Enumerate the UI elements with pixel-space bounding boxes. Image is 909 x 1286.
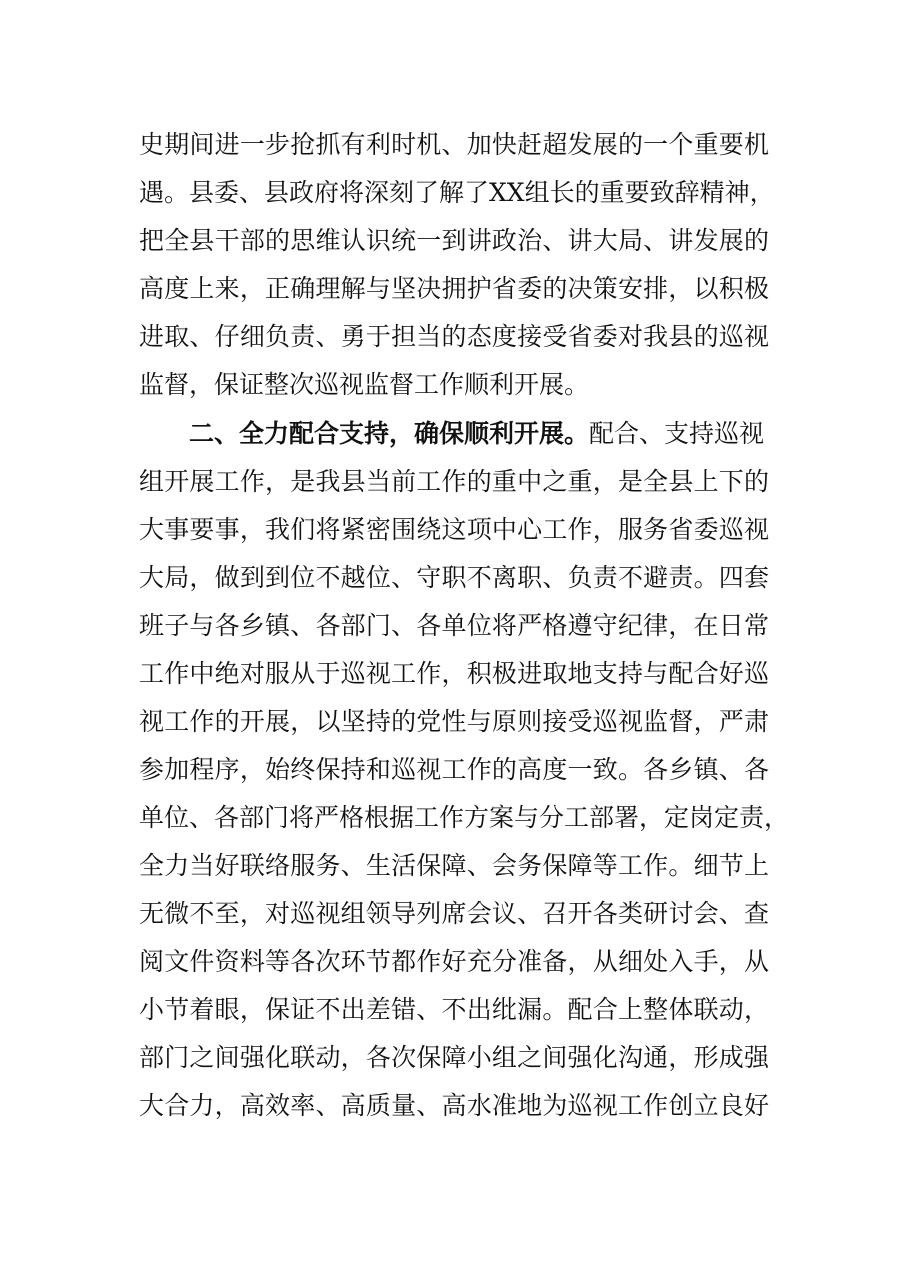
text-line: 大合力，高效率、高质量、高水准地为巡视工作创立良好 [139,1091,769,1120]
text-line: 高度上来，正确理解与坚决拥护省委的决策安排，以积极 [139,274,769,303]
text-line: 参加程序，始终保持和巡视工作的高度一致。各乡镇、各 [139,755,769,784]
text-line: 史期间进一步抢抓有利时机、加快赶超发展的一个重要机 [139,130,769,159]
text-line: 遇。县委、县政府将深刻了解了XX组长的重要致辞精神， [139,178,775,207]
text-line: 部门之间强化联动，各次保障小组之间强化沟通，形成强 [139,1043,769,1072]
text-line: 单位、各部门将严格根据工作方案与分工部署，定岗定责， [139,803,790,832]
text-line: 把全县干部的思维认识统一到讲政治、讲大局、讲发展的 [139,226,769,255]
text-line: 大事要事，我们将紧密围绕这项中心工作，服务省委巡视 [139,515,769,544]
text-line: 进取、仔细负责、勇于担当的态度接受省委对我县的巡视 [139,322,769,351]
section-heading-line [189,410,769,458]
section-heading: 二、全力配合支持，确保顺利开展。 [189,419,590,448]
text-line: 监督，保证整次巡视监督工作顺利开展。 [139,370,590,399]
text-line: 阅文件资料等各次环节都作好充分准备，从细处入手，从 [139,947,769,976]
text-line: 视工作的开展，以坚持的党性与原则接受巡视监督，严肃 [139,707,769,736]
text-line: 大局，做到到位不越位、守职不离职、负责不避责。四套 [139,563,769,592]
text-line: 班子与各乡镇、各部门、各单位将严格遵守纪律，在日常 [139,611,769,640]
text-run: 配合、支持巡视 [589,419,765,448]
text-line: 无微不至，对巡视组领导列席会议、召开各类研讨会、查 [139,899,769,928]
text-line: 工作中绝对服从于巡视工作，积极进取地支持与配合好巡 [139,659,769,688]
text-line: 组开展工作，是我县当前工作的重中之重，是全县上下的 [139,467,769,496]
text-line: 小节着眼，保证不出差错、不出纰漏。配合上整体联动， [139,995,769,1024]
text-line: 全力当好联络服务、生活保障、会务保障等工作。细节上 [139,851,769,880]
